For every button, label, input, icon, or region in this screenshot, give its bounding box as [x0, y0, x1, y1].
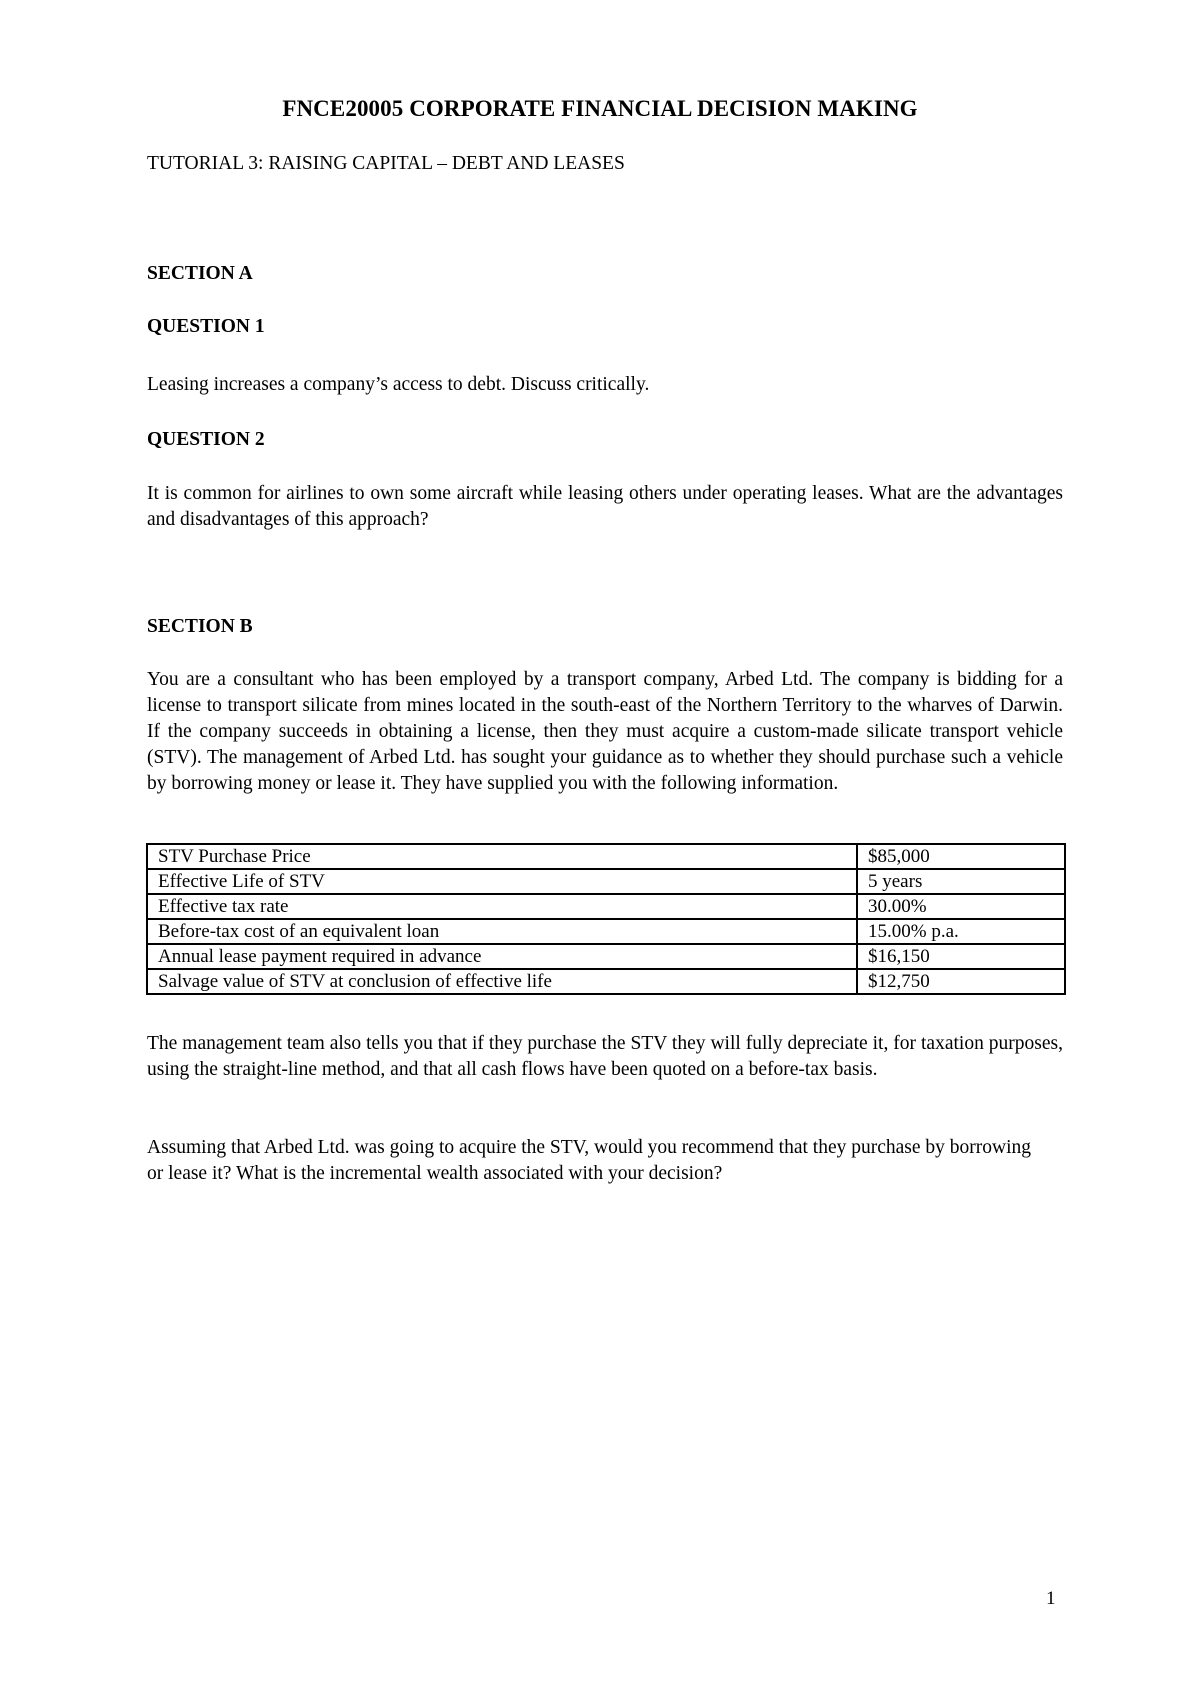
table-label-cell: Annual lease payment required in advance [147, 944, 857, 969]
table-row [147, 944, 1065, 969]
question-2-heading: QUESTION 2 [147, 429, 265, 450]
section-b-heading: SECTION B [147, 616, 253, 637]
table-label-cell: Salvage value of STV at conclusion of effective life [147, 969, 857, 994]
table-value-cell: 30.00% [857, 894, 1065, 919]
table-label-cell: STV Purchase Price [147, 844, 857, 869]
table-value-cell: $85,000 [857, 844, 1065, 869]
table-label-cell: Effective tax rate [147, 894, 857, 919]
document-title: FNCE20005 CORPORATE FINANCIAL DECISION MAKING [282, 96, 918, 121]
table-label-cell: Effective Life of STV [147, 869, 857, 894]
section-a-heading: SECTION A [147, 263, 253, 284]
table-row [147, 869, 1065, 894]
table-value-cell: $12,750 [857, 969, 1065, 994]
question-2-text: It is common for airlines to own some aircraft while leasing others under operating leases. What are the advantages and disadvantages of this approach? [147, 483, 1063, 530]
section-b-question: Assuming that Arbed Ltd. was going to acquire the STV, would you recommend that they purchase by borrowing or lease it? What is the incremental wealth associated with your decision? [147, 1137, 1032, 1184]
table-value-cell: 15.00% p.a. [857, 919, 1065, 944]
table-row [147, 919, 1065, 944]
table-row [147, 894, 1065, 919]
table-row [147, 844, 1065, 869]
table-row [147, 969, 1065, 994]
tutorial-subtitle: TUTORIAL 3: RAISING CAPITAL – DEBT AND LEASES [147, 153, 625, 174]
page-number: 1 [1046, 1588, 1056, 1609]
table-value-cell: 5 years [857, 869, 1065, 894]
stv-information-table [146, 843, 1066, 995]
section-b-intro: You are a consultant who has been employed by a transport company, Arbed Ltd. The company is bidding for a license to transport silicate from mines located in the south-east of the Northern Territory to the wharves of Darwin. If the company succeeds in obtaining a license, then they must acquire a custom-made silicate transport vehicle (STV). The management of Arbed Ltd. has sought your guidance as to whether they should purchase such a vehicle by borrowing money or lease it. They have supplied you with the following information. [147, 669, 1063, 794]
table-label-cell: Before-tax cost of an equivalent loan [147, 919, 857, 944]
question-1-heading: QUESTION 1 [147, 316, 265, 337]
question-1-text: Leasing increases a company’s access to debt. Discuss critically. [147, 374, 650, 395]
table-value-cell: $16,150 [857, 944, 1065, 969]
management-note: The management team also tells you that if they purchase the STV they will fully depreciate it, for taxation purposes, using the straight-line method, and that all cash flows have been quoted on a before-tax basis. [147, 1033, 1063, 1080]
